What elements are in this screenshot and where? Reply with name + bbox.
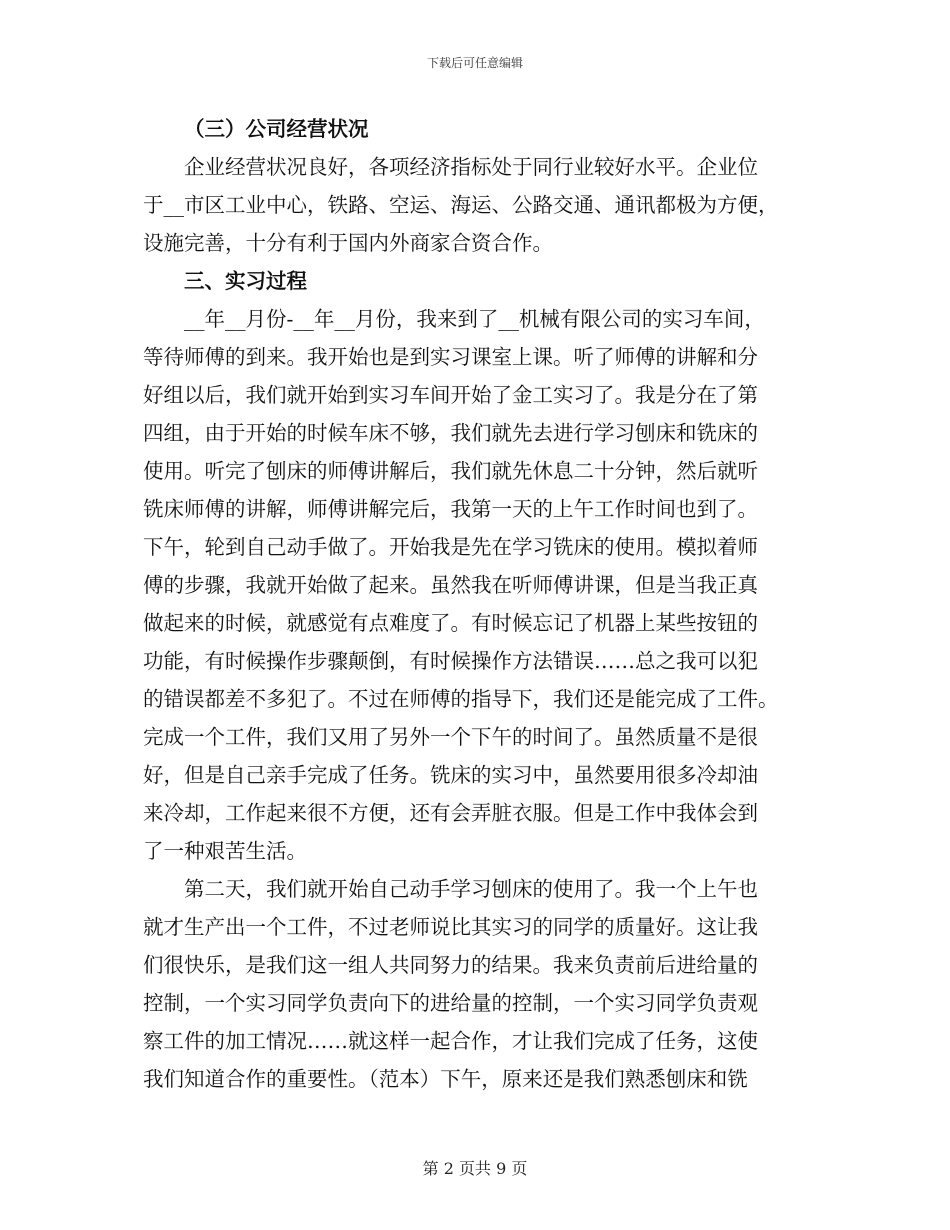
paragraph-line: 下午，轮到自己动手做了。开始我是先在学习铣床的使用。模拟着师 (143, 535, 758, 559)
paragraph-line: 来冷却，工作起来很不方便，还有会弄脏衣服。但是工作中我体会到 (143, 801, 758, 825)
paragraph-line: 第二天，我们就开始自己动手学习刨床的使用了。我一个上午也 (184, 877, 758, 901)
paragraph-line: __年__月份-__年__月份，我来到了__机械有限公司的实习车间， (184, 307, 765, 331)
paragraph-line: 设施完善，十分有利于国内外商家合资合作。 (143, 231, 553, 255)
paragraph-line: 好组以后，我们就开始到实习车间开始了金工实习了。我是分在了第 (143, 383, 758, 407)
paragraph-line: 我们知道合作的重要性。（范本）下午，原来还是我们熟悉刨床和铣 (143, 1067, 748, 1091)
paragraph-line: 铣床师傅的讲解，师傅讲解完后，我第一天的上午工作时间也到了。 (143, 497, 758, 521)
paragraph-line: 于__市区工业中心，铁路、空运、海运、公路交通、通讯都极为方便， (143, 193, 779, 217)
paragraph-line: 企业经营状况良好，各项经济指标处于同行业较好水平。企业位 (184, 155, 758, 179)
paragraph-line: 四组，由于开始的时候车床不够，我们就先去进行学习刨床和铣床的 (143, 421, 758, 445)
paragraph-line: 控制，一个实习同学负责向下的进给量的控制，一个实习同学负责观 (143, 991, 758, 1015)
paragraph-line: 傅的步骤，我就开始做了起来。虽然我在听师傅讲课，但是当我正真 (143, 573, 758, 597)
paragraph-line: 完成一个工件，我们又用了另外一个下午的时间了。虽然质量不是很 (143, 725, 758, 749)
document-body (143, 110, 808, 1098)
paragraph-line: 察工件的加工情况……就这样一起合作，才让我们完成了任务，这使 (143, 1029, 758, 1053)
section-heading-internship-process: 三、实习过程 (184, 269, 307, 293)
paragraph-line: 好，但是自己亲手完成了任务。铣床的实习中，虽然要用很多冷却油 (143, 763, 758, 787)
paragraph-line: 做起来的时候，就感觉有点难度了。有时候忘记了机器上某些按钮的 (143, 611, 758, 635)
paragraph-line: 们很快乐，是我们这一组人共同努力的结果。我来负责前后进给量的 (143, 953, 758, 977)
paragraph-line: 的错误都差不多犯了。不过在师傅的指导下，我们还是能完成了工件。 (143, 687, 779, 711)
page-number-footer: 第 2 页共 9 页 (422, 1159, 528, 1178)
paragraph-line: 等待师傅的到来。我开始也是到实习课室上课。听了师傅的讲解和分 (143, 345, 758, 369)
paragraph-line: 了一种艰苦生活。 (143, 839, 307, 863)
paragraph-line: 使用。听完了刨床的师傅讲解后，我们就先休息二十分钟，然后就听 (143, 459, 758, 483)
paragraph-line: 就才生产出一个工件，不过老师说比其实习的同学的质量好。这让我 (143, 915, 758, 939)
page-header: 下载后可任意编辑 (426, 56, 523, 70)
section-heading-company-status: （三）公司经营状况 (184, 117, 369, 141)
paragraph-line: 功能，有时候操作步骤颠倒，有时候操作方法错误……总之我可以犯 (143, 649, 758, 673)
